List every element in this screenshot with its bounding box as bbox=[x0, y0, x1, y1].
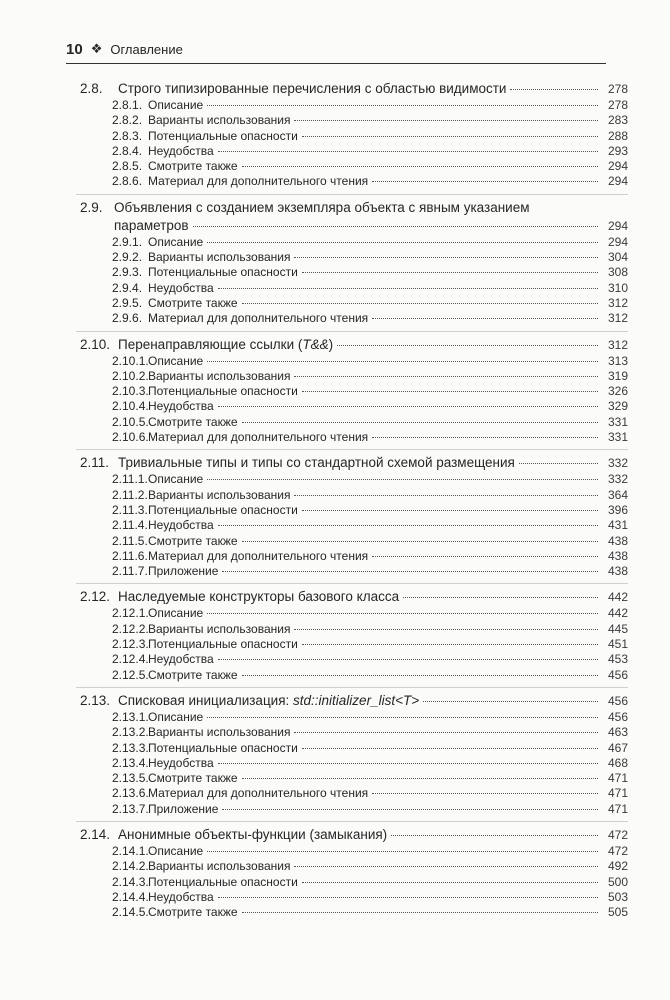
page-ref: 456 bbox=[607, 667, 628, 682]
page-ref: 294 bbox=[607, 218, 628, 233]
subsection-row[interactable] bbox=[76, 384, 628, 399]
subsection-row[interactable] bbox=[76, 472, 628, 487]
dot-leader bbox=[218, 763, 598, 764]
dot-leader bbox=[207, 361, 598, 362]
section-title-text: Наследуемые конструкторы базового класса bbox=[118, 589, 400, 605]
subsection-number: 2.8.4. bbox=[112, 143, 143, 158]
page-ref: 503 bbox=[607, 889, 628, 904]
subsection-number: 2.12.2. bbox=[112, 621, 149, 636]
subsection-row[interactable] bbox=[76, 250, 628, 265]
subsection-title: Описание bbox=[148, 353, 204, 368]
dot-leader bbox=[218, 151, 598, 152]
subsection-number: 2.9.1. bbox=[112, 234, 143, 249]
dot-leader bbox=[218, 897, 598, 898]
subsection-row[interactable] bbox=[76, 668, 628, 683]
page-ref: 326 bbox=[607, 384, 628, 399]
subsection-number: 2.12.3. bbox=[112, 637, 149, 652]
subsection-number: 2.9.5. bbox=[112, 295, 143, 310]
dot-leader bbox=[372, 181, 598, 182]
page-ref: 472 bbox=[607, 843, 628, 858]
dot-leader bbox=[372, 318, 598, 319]
dot-leader bbox=[218, 288, 598, 289]
dot-leader bbox=[294, 732, 598, 733]
dot-leader bbox=[218, 525, 598, 526]
section-title bbox=[118, 588, 399, 606]
subsection-row[interactable] bbox=[76, 235, 628, 250]
subsection-title: Потенциальные опасности bbox=[148, 502, 298, 517]
page-ref: 467 bbox=[607, 740, 628, 755]
subsection-row[interactable] bbox=[76, 802, 628, 817]
page-ref: 329 bbox=[607, 399, 628, 414]
page-ref: 332 bbox=[607, 472, 628, 487]
subsection-row[interactable] bbox=[76, 875, 628, 890]
section-title-code: T&& bbox=[302, 336, 329, 352]
subsection-row[interactable] bbox=[76, 311, 628, 326]
dot-leader bbox=[423, 701, 598, 702]
dot-leader bbox=[242, 166, 598, 167]
subsection-row[interactable] bbox=[76, 144, 628, 159]
section-row[interactable] bbox=[76, 692, 628, 710]
subsection-title: Потенциальные опасности bbox=[148, 265, 298, 280]
ornament-icon: ❖ bbox=[90, 41, 103, 56]
subsection-number: 2.12.4. bbox=[112, 652, 149, 667]
subsection-number: 2.13.7. bbox=[112, 801, 149, 816]
page-ref: 313 bbox=[607, 353, 628, 368]
dot-leader bbox=[242, 541, 598, 542]
dot-leader bbox=[218, 659, 598, 660]
page-ref: 500 bbox=[607, 874, 628, 889]
section-title-end: ) bbox=[328, 336, 334, 352]
dot-leader bbox=[207, 105, 598, 106]
section-title bbox=[118, 80, 506, 98]
subsection-row[interactable] bbox=[76, 606, 628, 621]
subsection-row[interactable] bbox=[76, 756, 628, 771]
subsection-number: 2.13.4. bbox=[112, 755, 149, 770]
dot-leader bbox=[302, 882, 598, 883]
subsection-title: Материал для дополнительного чтения bbox=[148, 786, 369, 801]
subsection-title: Варианты использования bbox=[148, 368, 291, 383]
section-title-code: std::initializer_list<T> bbox=[293, 692, 420, 708]
dot-leader bbox=[294, 629, 598, 630]
subsection-number: 2.11.4. bbox=[112, 518, 148, 533]
subsection-number: 2.13.6. bbox=[112, 786, 149, 801]
section-title bbox=[118, 826, 387, 844]
subsection-row[interactable] bbox=[76, 844, 628, 859]
dot-leader bbox=[222, 571, 598, 572]
subsection-title: Приложение bbox=[148, 564, 219, 579]
subsection-number: 2.11.2. bbox=[112, 487, 148, 502]
subsection-number: 2.12.1. bbox=[112, 606, 149, 621]
subsection-number: 2.9.2. bbox=[112, 250, 143, 265]
section-number: 2.12. bbox=[80, 589, 111, 605]
subsection-title: Материал для дополнительного чтения bbox=[148, 548, 369, 563]
page-ref: 451 bbox=[607, 637, 628, 652]
toc-section bbox=[76, 80, 628, 195]
subsection-number: 2.10.5. bbox=[112, 414, 149, 429]
dot-leader bbox=[510, 89, 598, 90]
page-ref: 310 bbox=[607, 280, 628, 295]
subsection-row[interactable] bbox=[76, 265, 628, 280]
subsection-title: Варианты использования bbox=[148, 113, 291, 128]
subsection-title: Неудобства bbox=[148, 399, 214, 414]
page-ref: 312 bbox=[607, 295, 628, 310]
section-title-text: Строго типизированные перечисления с областью видимости bbox=[118, 81, 507, 96]
subsection-title: Описание bbox=[148, 234, 204, 249]
page-ref: 471 bbox=[607, 771, 628, 786]
subsection-row[interactable] bbox=[76, 399, 628, 414]
subsection-title: Материал для дополнительного чтения bbox=[148, 430, 369, 445]
dot-leader bbox=[207, 613, 598, 614]
section-title bbox=[118, 692, 419, 710]
dot-leader bbox=[519, 463, 598, 464]
section-title bbox=[118, 336, 333, 354]
subsection-title: Потенциальные опасности bbox=[148, 637, 298, 652]
section-row[interactable] bbox=[76, 588, 628, 606]
subsection-row[interactable] bbox=[76, 652, 628, 667]
subsection-title: Неудобства bbox=[148, 280, 214, 295]
page-ref: 471 bbox=[607, 801, 628, 816]
dot-leader bbox=[372, 793, 598, 794]
page-ref: 304 bbox=[607, 250, 628, 265]
page-ref: 319 bbox=[607, 368, 628, 383]
subsection-row[interactable] bbox=[76, 113, 628, 128]
dot-leader bbox=[372, 437, 598, 438]
subsection-number: 2.10.1. bbox=[112, 353, 149, 368]
page-number: 10 bbox=[66, 40, 83, 58]
toc-section bbox=[76, 826, 628, 924]
subsection-title: Смотрите также bbox=[148, 414, 238, 429]
dot-leader bbox=[302, 136, 598, 137]
subsection-row[interactable] bbox=[76, 741, 628, 756]
section-number: 2.11. bbox=[80, 455, 110, 471]
page-ref: 294 bbox=[607, 174, 628, 189]
dot-leader bbox=[242, 675, 598, 676]
subsection-row[interactable] bbox=[76, 890, 628, 905]
page-ref: 453 bbox=[607, 652, 628, 667]
section-number: 2.13. bbox=[80, 692, 111, 708]
subsection-number: 2.13.1. bbox=[112, 709, 149, 724]
subsection-title: Материал для дополнительного чтения bbox=[148, 174, 369, 189]
subsection-number: 2.10.2. bbox=[112, 368, 149, 383]
section-row[interactable] bbox=[76, 80, 628, 98]
subsection-number: 2.11.5. bbox=[112, 533, 148, 548]
page-ref: 364 bbox=[607, 487, 628, 502]
subsection-row[interactable] bbox=[76, 369, 628, 384]
dot-leader bbox=[302, 391, 598, 392]
dot-leader bbox=[222, 809, 598, 810]
subsection-title: Описание bbox=[148, 709, 204, 724]
subsection-row[interactable] bbox=[76, 296, 628, 311]
dot-leader bbox=[193, 226, 598, 227]
subsection-title: Потенциальные опасности bbox=[148, 384, 298, 399]
page-ref: 431 bbox=[607, 518, 628, 533]
subsection-row[interactable] bbox=[76, 549, 628, 564]
dot-leader bbox=[207, 479, 598, 480]
section-row[interactable] bbox=[76, 454, 628, 472]
section-title-line[interactable] bbox=[76, 199, 628, 217]
page-ref: 308 bbox=[607, 265, 628, 280]
subsection-title: Неудобства bbox=[148, 889, 214, 904]
page-header bbox=[66, 36, 606, 62]
subsection-title: Описание bbox=[148, 843, 204, 858]
page-ref: 472 bbox=[607, 827, 628, 842]
subsection-row[interactable] bbox=[76, 98, 628, 113]
subsection-row[interactable] bbox=[76, 415, 628, 430]
page-ref: 278 bbox=[607, 82, 628, 96]
dot-leader bbox=[302, 748, 598, 749]
table-of-contents bbox=[0, 80, 670, 928]
page-ref: 288 bbox=[607, 128, 628, 143]
header-rule bbox=[66, 63, 606, 64]
dot-leader bbox=[242, 778, 598, 779]
subsection-number: 2.9.3. bbox=[112, 265, 143, 280]
subsection-row[interactable] bbox=[76, 905, 628, 920]
toc-section bbox=[76, 454, 628, 584]
running-title: Оглавление bbox=[110, 41, 183, 57]
dot-leader bbox=[294, 866, 598, 867]
page-ref: 278 bbox=[607, 98, 628, 112]
subsection-row[interactable] bbox=[76, 637, 628, 652]
subsection-number: 2.8.6. bbox=[112, 174, 143, 189]
subsection-number: 2.14.1. bbox=[112, 843, 149, 858]
dot-leader bbox=[294, 495, 598, 496]
subsection-row[interactable] bbox=[76, 725, 628, 740]
subsection-number: 2.10.3. bbox=[112, 384, 149, 399]
subsection-row[interactable] bbox=[76, 174, 628, 189]
section-number: 2.10. bbox=[80, 336, 111, 352]
page-ref: 294 bbox=[607, 159, 628, 174]
subsection-number: 2.11.1. bbox=[112, 472, 148, 487]
subsection-title: Потенциальные опасности bbox=[148, 128, 298, 143]
page-ref: 442 bbox=[607, 590, 628, 605]
subsection-number: 2.10.4. bbox=[112, 399, 149, 414]
section-row[interactable] bbox=[76, 217, 628, 235]
dot-leader bbox=[218, 406, 598, 407]
section-title-text: Списковая инициализация: bbox=[118, 692, 294, 708]
subsection-title: Потенциальные опасности bbox=[148, 740, 298, 755]
subsection-row[interactable] bbox=[76, 771, 628, 786]
page-ref: 332 bbox=[607, 456, 628, 471]
subsection-title: Варианты использования bbox=[148, 250, 291, 265]
subsection-number: 2.8.1. bbox=[112, 98, 143, 112]
subsection-row[interactable] bbox=[76, 534, 628, 549]
subsection-title: Материал для дополнительного чтения bbox=[148, 311, 369, 326]
subsection-number: 2.8.5. bbox=[112, 159, 143, 174]
dot-leader bbox=[302, 272, 598, 273]
page-ref: 331 bbox=[607, 414, 628, 429]
subsection-number: 2.12.5. bbox=[112, 667, 149, 682]
subsection-number: 2.9.4. bbox=[112, 280, 143, 295]
dot-leader bbox=[207, 717, 598, 718]
subsection-title: Неудобства bbox=[148, 652, 214, 667]
page-ref: 468 bbox=[607, 755, 628, 770]
subsection-row[interactable] bbox=[76, 710, 628, 725]
toc-section bbox=[76, 336, 628, 451]
subsection-row[interactable] bbox=[76, 622, 628, 637]
subsection-title: Приложение bbox=[148, 801, 219, 816]
subsection-number: 2.13.2. bbox=[112, 725, 149, 740]
subsection-row[interactable] bbox=[76, 488, 628, 503]
subsection-row[interactable] bbox=[76, 564, 628, 579]
toc-section bbox=[76, 588, 628, 687]
subsection-number: 2.11.7. bbox=[112, 564, 148, 579]
section-number: 2.8. bbox=[80, 81, 103, 96]
subsection-title: Варианты использования bbox=[148, 487, 291, 502]
section-number: 2.9. bbox=[80, 199, 103, 215]
page-ref: 312 bbox=[607, 337, 628, 352]
section-row[interactable] bbox=[76, 826, 628, 844]
subsection-title: Потенциальные опасности bbox=[148, 874, 298, 889]
page-ref: 456 bbox=[607, 693, 628, 708]
dot-leader bbox=[403, 597, 598, 598]
page-ref: 445 bbox=[607, 621, 628, 636]
dot-leader bbox=[242, 912, 598, 913]
subsection-row[interactable] bbox=[76, 430, 628, 445]
subsection-row[interactable] bbox=[76, 859, 628, 874]
section-title-text: Перенаправляющие ссылки ( bbox=[118, 336, 303, 352]
subsection-number: 2.8.3. bbox=[112, 128, 143, 143]
toc-section bbox=[76, 199, 628, 332]
subsection-title: Описание bbox=[148, 472, 204, 487]
dot-leader bbox=[294, 376, 598, 377]
dot-leader bbox=[391, 835, 598, 836]
dot-leader bbox=[372, 556, 598, 557]
subsection-number: 2.9.6. bbox=[112, 311, 143, 326]
subsection-row[interactable] bbox=[76, 503, 628, 518]
page-ref: 438 bbox=[607, 548, 628, 563]
subsection-number: 2.11.3. bbox=[112, 502, 148, 517]
dot-leader bbox=[302, 510, 598, 511]
page-ref: 471 bbox=[607, 786, 628, 801]
page-ref: 442 bbox=[607, 606, 628, 621]
subsection-title: Варианты использования bbox=[148, 621, 291, 636]
subsection-number: 2.10.6. bbox=[112, 430, 149, 445]
dot-leader bbox=[242, 422, 598, 423]
subsection-title: Описание bbox=[148, 98, 204, 112]
subsection-title: Описание bbox=[148, 606, 204, 621]
subsection-number: 2.14.3. bbox=[112, 874, 149, 889]
subsection-title: Смотрите также bbox=[148, 295, 238, 310]
subsection-title: Смотрите также bbox=[148, 667, 238, 682]
subsection-title: Неудобства bbox=[148, 518, 214, 533]
subsection-number: 2.14.2. bbox=[112, 859, 149, 874]
subsection-title: Смотрите также bbox=[148, 533, 238, 548]
subsection-title: Смотрите также bbox=[148, 905, 238, 920]
page-ref: 331 bbox=[607, 430, 628, 445]
subsection-row[interactable] bbox=[76, 281, 628, 296]
section-title-cont: параметров bbox=[114, 217, 189, 233]
subsection-title: Неудобства bbox=[148, 755, 214, 770]
page-ref: 438 bbox=[607, 564, 628, 579]
subsection-number: 2.8.2. bbox=[112, 113, 143, 128]
page-ref: 312 bbox=[607, 311, 628, 326]
subsection-number: 2.11.6. bbox=[112, 548, 148, 563]
page-ref: 463 bbox=[607, 725, 628, 740]
page-ref: 505 bbox=[607, 905, 628, 920]
dot-leader bbox=[207, 851, 598, 852]
dot-leader bbox=[294, 120, 598, 121]
dot-leader bbox=[207, 242, 598, 243]
dot-leader bbox=[294, 257, 598, 258]
dot-leader bbox=[337, 345, 598, 346]
subsection-row[interactable] bbox=[76, 354, 628, 369]
subsection-title: Неудобства bbox=[148, 143, 214, 158]
subsection-row[interactable] bbox=[76, 518, 628, 533]
section-title-text: Тривиальные типы и типы со стандартной схемой размещения bbox=[118, 455, 515, 471]
subsection-number: 2.14.4. bbox=[112, 889, 149, 904]
subsection-title: Смотрите также bbox=[148, 771, 238, 786]
subsection-number: 2.13.3. bbox=[112, 740, 149, 755]
subsection-row[interactable] bbox=[76, 786, 628, 801]
subsection-title: Варианты использования bbox=[148, 725, 291, 740]
page-ref: 283 bbox=[607, 113, 628, 128]
section-number: 2.14. bbox=[80, 826, 111, 842]
page-ref: 456 bbox=[607, 709, 628, 724]
page-ref: 438 bbox=[607, 533, 628, 548]
subsection-row[interactable] bbox=[76, 129, 628, 144]
page-ref: 492 bbox=[607, 859, 628, 874]
dot-leader bbox=[302, 644, 598, 645]
subsection-title: Смотрите также bbox=[148, 159, 238, 174]
page-ref: 293 bbox=[607, 143, 628, 158]
subsection-number: 2.13.5. bbox=[112, 771, 149, 786]
page-ref: 294 bbox=[607, 234, 628, 249]
section-row[interactable] bbox=[76, 336, 628, 354]
subsection-row[interactable] bbox=[76, 159, 628, 174]
section-title-text: Анонимные объекты-функции (замыкания) bbox=[118, 826, 388, 842]
section-title: Объявления с созданием экземпляра объекта с явным указанием bbox=[114, 199, 530, 215]
subsection-number: 2.14.5. bbox=[112, 905, 149, 920]
subsection-title: Варианты использования bbox=[148, 859, 291, 874]
dot-leader bbox=[242, 303, 598, 304]
page-ref: 396 bbox=[607, 502, 628, 517]
toc-section bbox=[76, 692, 628, 822]
section-title bbox=[118, 454, 515, 472]
